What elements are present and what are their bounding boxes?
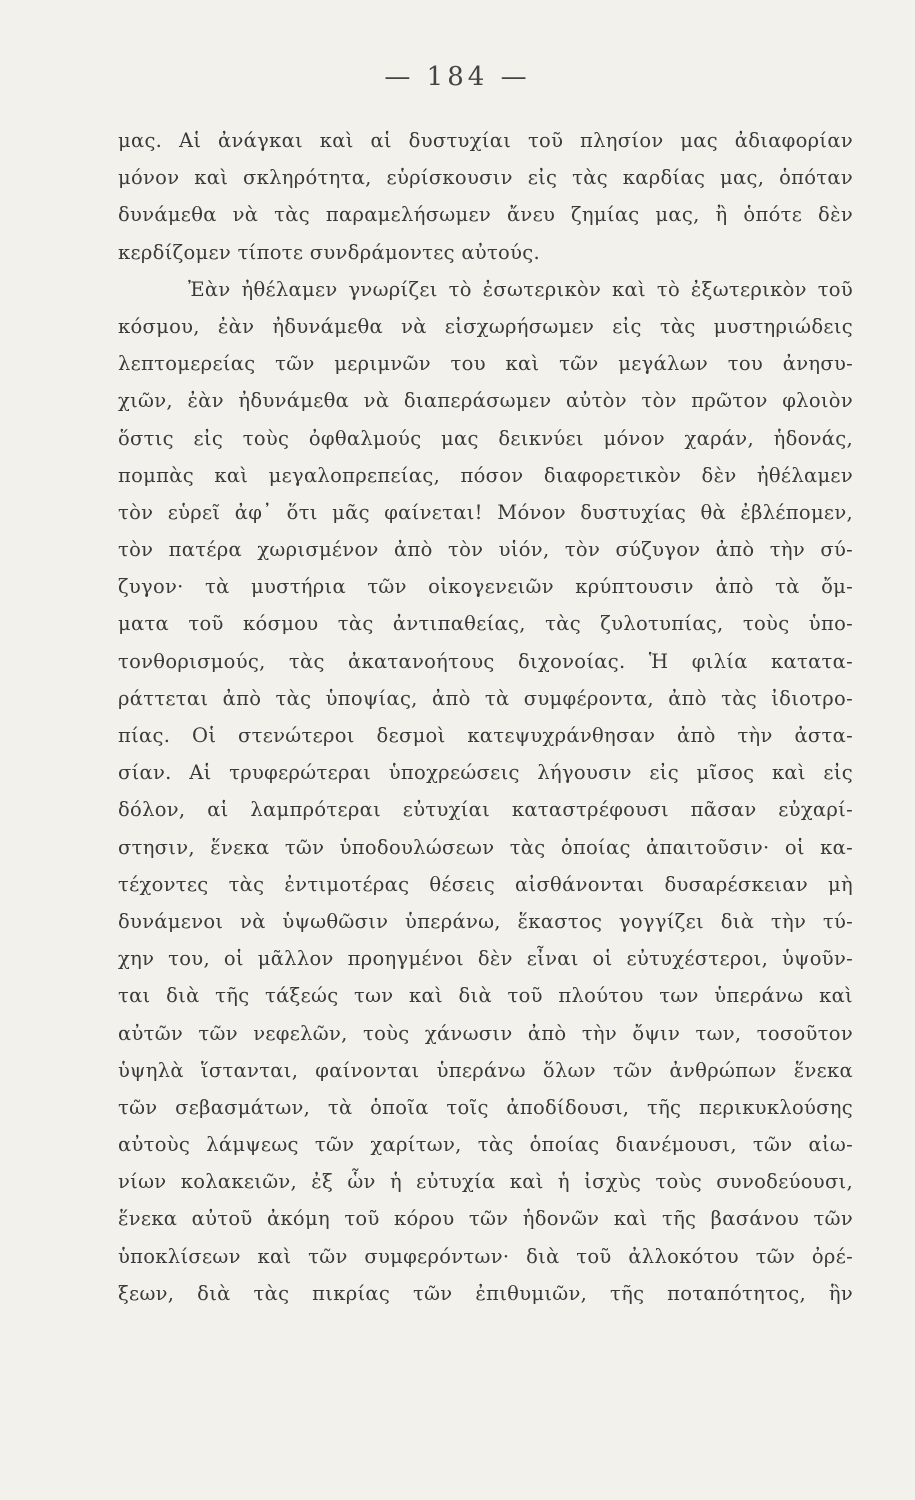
text-line: ται διὰ τῆς τάξεώς των καὶ διὰ τοῦ πλούτου των ὑπεράνω καὶ (118, 984, 853, 1008)
text-line: δόλον, αἱ λαμπρότεραι εὐτυχίαι καταστρέφουσι πᾶσαν εὐχαρί- (118, 798, 853, 822)
text-line: τὸν πατέρα χωρισμένον ἀπὸ τὸν υἱόν, τὸν σύζυγον ἀπὸ τὴν σύ- (118, 538, 853, 562)
text-line: σίαν. Αἱ τρυφερώτεραι ὑποχρεώσεις λήγουσιν εἰς μῖσος καὶ εἰς (118, 761, 853, 785)
text-line: νίων κολακειῶν, ἐξ ὧν ἡ εὐτυχία καὶ ἡ ἰσχὺς τοὺς συνοδεύουσι, (118, 1170, 853, 1194)
text-line: αὐτῶν τῶν νεφελῶν, τοὺς χάνωσιν ἀπὸ τὴν ὄψιν των, τοσοῦτον (118, 1021, 853, 1045)
text-line: πομπὰς καὶ μεγαλοπρεπείας, πόσον διαφορετικὸν δὲν ἠθέλαμεν (118, 463, 853, 487)
text-line: ράττεται ἀπὸ τὰς ὑποψίας, ἀπὸ τὰ συμφέροντα, ἀπὸ τὰς ἰδιοτρο- (118, 686, 853, 710)
text-line: ξεων, διὰ τὰς πικρίας τῶν ἐπιθυμιῶν, τῆς ποταπότητος, ἣν (118, 1281, 853, 1305)
text-line: μας. Αἱ ἀνάγκαι καὶ αἱ δυστυχίαι τοῦ πλησίον μας ἀδιαφορίαν (118, 129, 853, 152)
text-line: ζυγον· τὰ μυστήρια τῶν οἰκογενειῶν κρύπτουσιν ἀπὸ τὰ ὄμ- (118, 575, 853, 599)
text-line: τὸν εὑρεῖ ἀφ᾽ ὅτι μᾶς φαίνεται! Μόνον δυστυχίας θὰ ἐβλέπομεν, (118, 500, 853, 524)
body-text (118, 122, 853, 1312)
text-line: μόνον καὶ σκληρότητα, εὑρίσκουσιν εἰς τὰς καρδίας μας, ὁπόταν (118, 166, 853, 190)
text-line: χην του, οἱ μᾶλλον προηγμένοι δὲν εἶναι οἱ εὐτυχέστεροι, ὑψοῦν- (118, 947, 853, 971)
text-line: πίας. Οἱ στενώτεροι δεσμοὶ κατεψυχράνθησαν ἀπὸ τὴν ἀστα- (118, 724, 853, 747)
text-line: τονθορισμούς, τὰς ἀκατανοήτους διχονοίας. Ἡ φιλία κατατα- (118, 649, 853, 673)
text-line: κόσμου, ἐὰν ἠδυνάμεθα νὰ εἰσχωρήσωμεν εἰς τὰς μυστηριώδεις (118, 314, 853, 338)
text-line: ὅστις εἰς τοὺς ὀφθαλμούς μας δεικνύει μόνον χαράν, ἡδονάς, (118, 426, 853, 450)
text-line: δυνάμεθα νὰ τὰς παραμελήσωμεν ἄνευ ζημίας μας, ἢ ὁπότε δὲν (118, 203, 853, 227)
text-line: ὑψηλὰ ἵστανται, φαίνονται ὑπεράνω ὅλων τῶν ἀνθρώπων ἕνεκα (118, 1058, 853, 1082)
text-line: κερδίζομεν τίποτε συνδράμοντες αὐτούς. (118, 240, 540, 264)
text-line: δυνάμενοι νὰ ὑψωθῶσιν ὑπεράνω, ἕκαστος γογγίζει διὰ τὴν τύ- (118, 909, 853, 933)
text-line: ἕνεκα αὐτοῦ ἀκόμη τοῦ κόρου τῶν ἡδονῶν καὶ τῆς βασάνου τῶν (118, 1207, 853, 1231)
text-line: τῶν σεβασμάτων, τὰ ὁποῖα τοῖς ἀποδίδουσι, τῆς περικυκλούσης (118, 1095, 853, 1119)
text-line: τέχοντες τὰς ἐντιμοτέρας θέσεις αἰσθάνονται δυσαρέσκειαν μὴ (118, 872, 853, 896)
text-line: Ἐὰν ἠθέλαμεν γνωρίζει τὸ ἐσωτερικὸν καὶ τὸ ἐξωτερικὸν τοῦ (188, 277, 853, 301)
text-line: αὐτοὺς λάμψεως τῶν χαρίτων, τὰς ὁποίας διανέμουσι, τῶν αἰω- (118, 1133, 853, 1157)
text-line: στησιν, ἕνεκα τῶν ὑποδουλώσεων τὰς ὁποίας ἀπαιτοῦσιν· οἱ κα- (118, 835, 853, 859)
text-line: ματα τοῦ κόσμου τὰς ἀντιπαθείας, τὰς ζυλοτυπίας, τοὺς ὑπο- (118, 612, 853, 636)
page-number: — 184 — (384, 62, 531, 92)
text-line: λεπτομερείας τῶν μεριμνῶν του καὶ τῶν μεγάλων του ἀνησυ- (118, 352, 853, 376)
text-line: χιῶν, ἐὰν ἠδυνάμεθα νὰ διαπεράσωμεν αὐτὸν τὸν πρῶτον φλοιὸν (118, 389, 853, 413)
text-line: ὑποκλίσεων καὶ τῶν συμφερόντων· διὰ τοῦ ἀλλοκότου τῶν ὀρέ- (118, 1244, 853, 1268)
